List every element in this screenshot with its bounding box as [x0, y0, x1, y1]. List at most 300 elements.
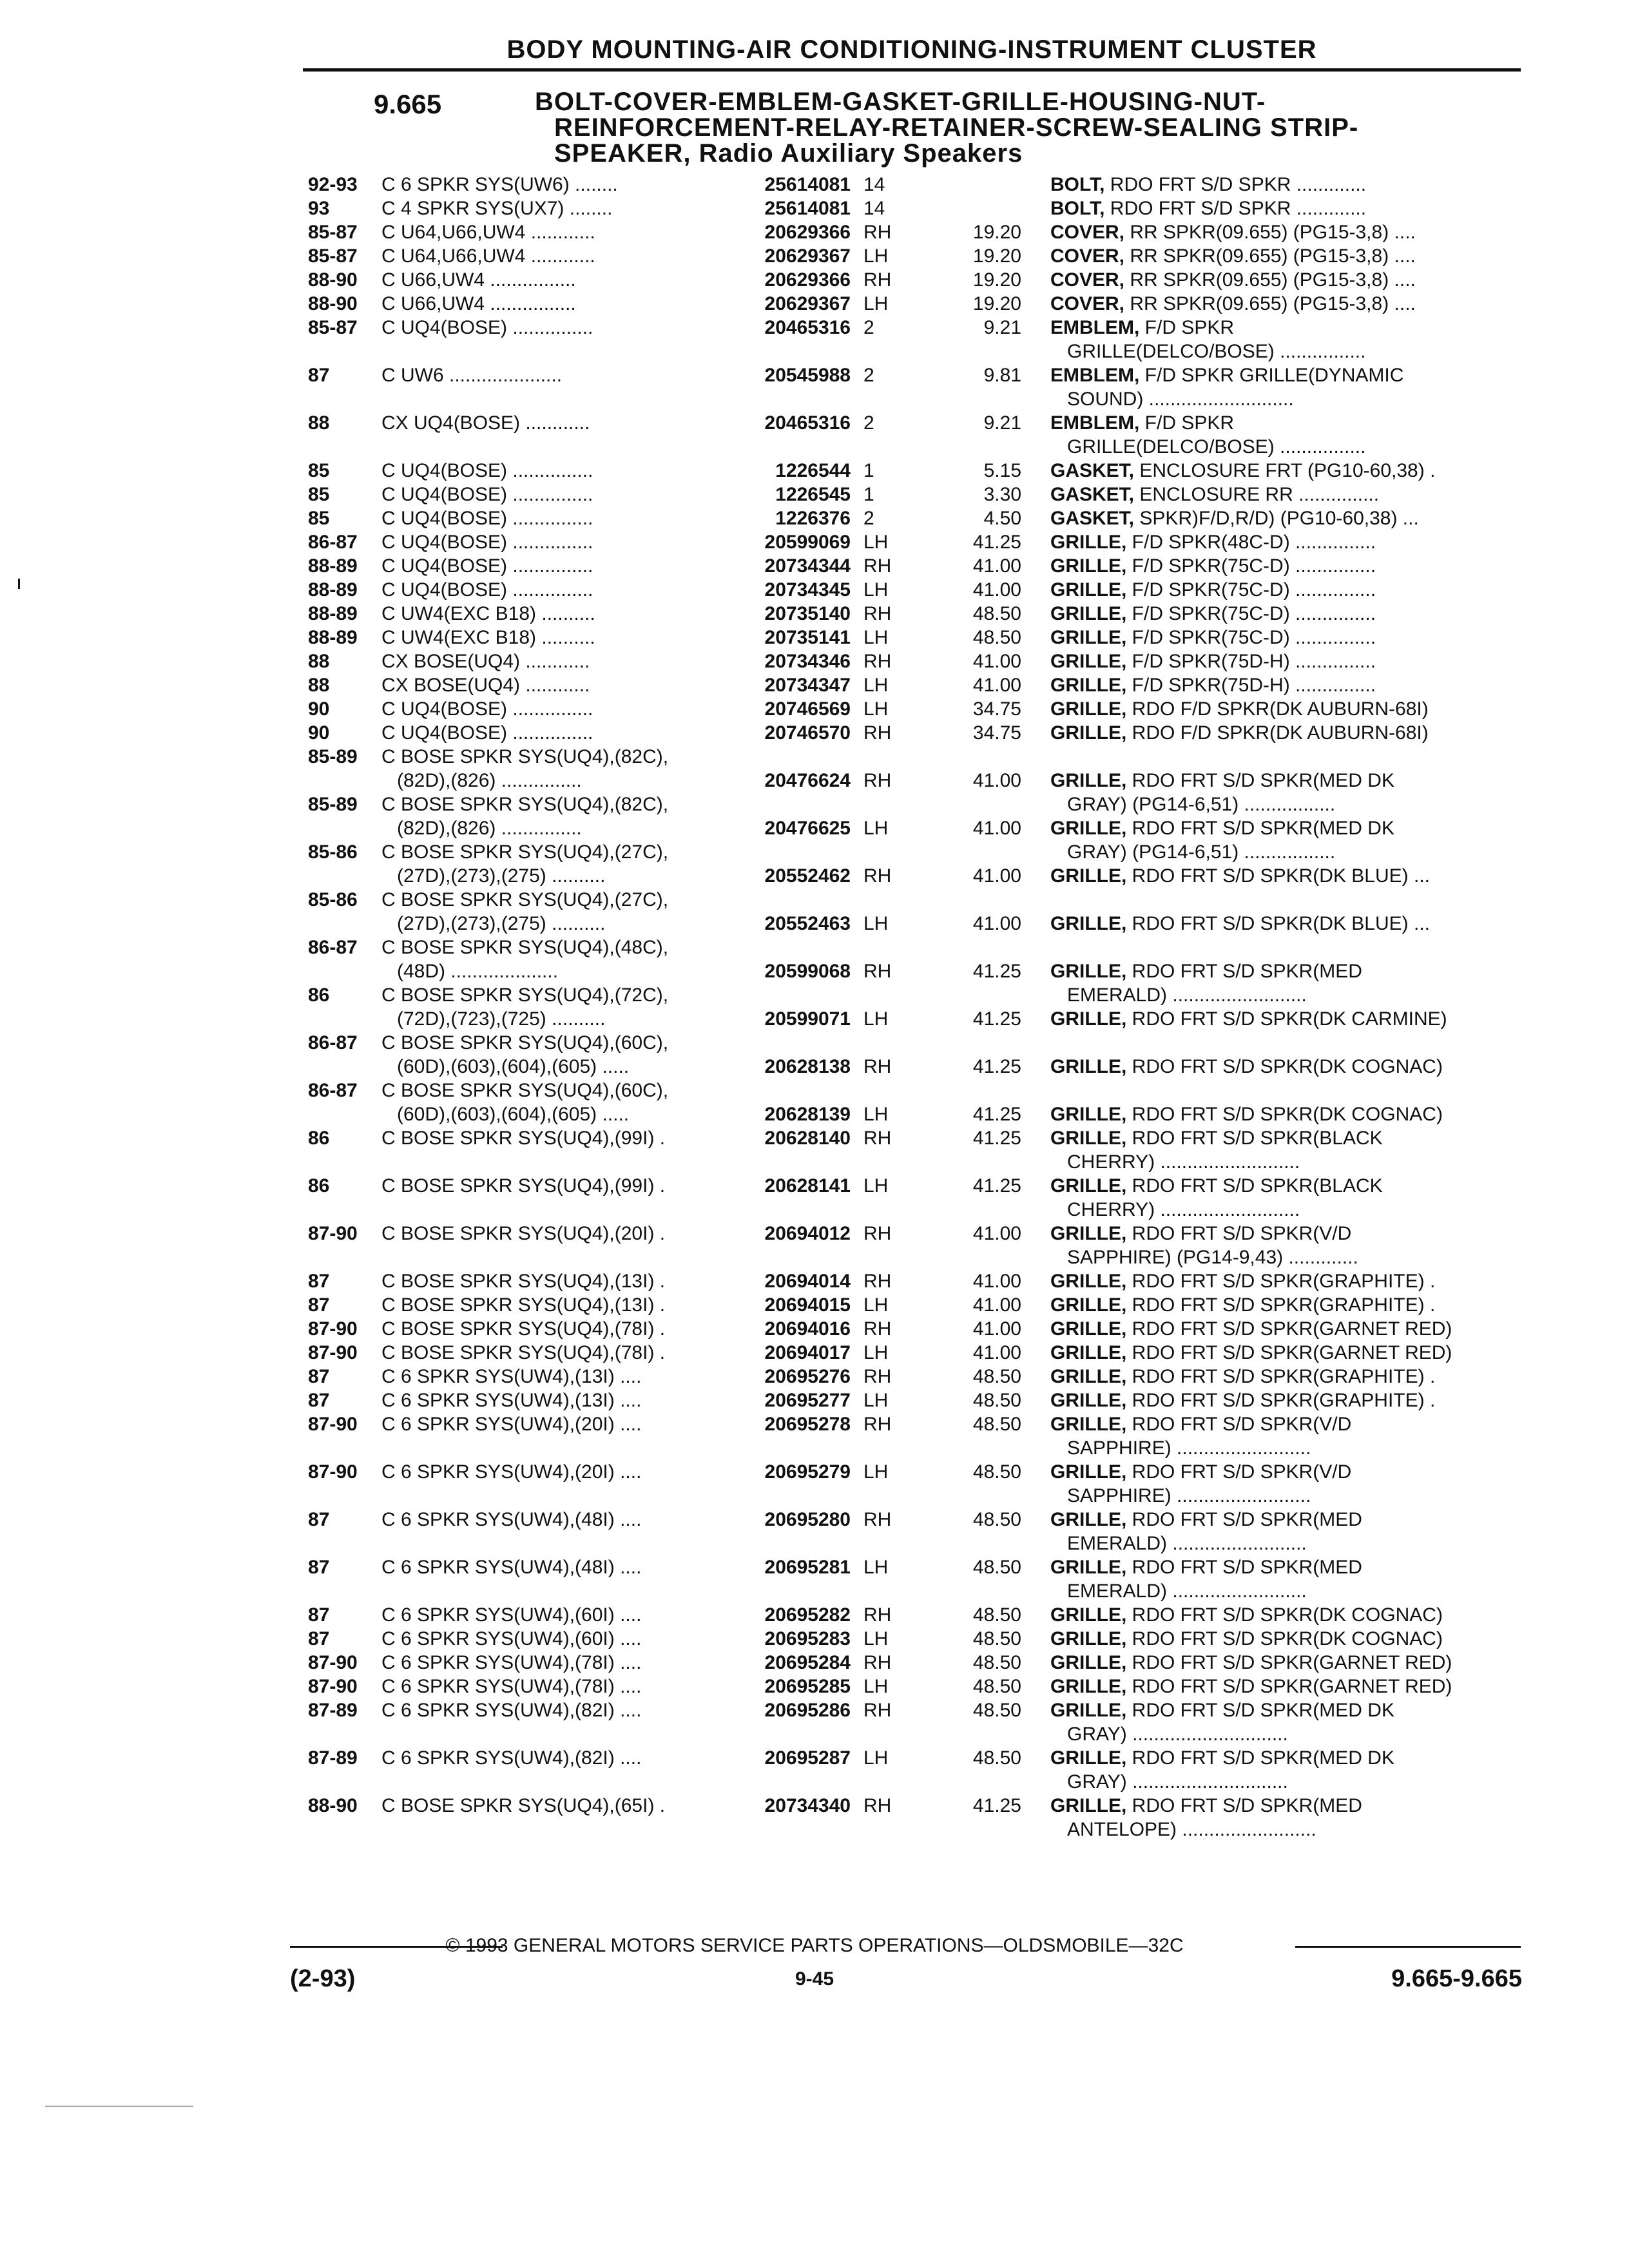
application-line: C U66,UW4 ................ — [381, 269, 576, 291]
description — [1050, 1055, 1508, 1079]
table-row — [0, 1627, 1629, 1651]
part-detail: RDO FRT S/D SPKR(MED DK — [1126, 1747, 1394, 1769]
part-detail: RDO FRT S/D SPKR(DK COGNAC) — [1126, 1056, 1443, 1077]
application-line: C BOSE SPKR SYS(UQ4),(60C), — [381, 1080, 669, 1101]
part-name: EMBLEM, — [1050, 412, 1140, 434]
table-row — [0, 721, 1629, 745]
part-name: BOLT, — [1050, 174, 1105, 195]
part-name: GRILLE, — [1050, 1557, 1127, 1578]
part-name: GRILLE, — [1050, 1008, 1127, 1030]
quantity-or-side: 14 — [863, 198, 885, 219]
description-line — [1050, 1746, 1508, 1770]
description-line — [1050, 483, 1508, 506]
part-name: GASKET, — [1050, 508, 1135, 529]
model-years: 88-90 — [308, 1795, 358, 1816]
footer-section-range: 9.665-9.665 — [1391, 1965, 1522, 1992]
price: 41.00 — [972, 1342, 1021, 1363]
model-years: 87-90 — [308, 1318, 358, 1340]
part-name: GRILLE, — [1050, 603, 1127, 624]
table-row — [0, 483, 1629, 506]
description — [1050, 673, 1508, 697]
application — [381, 554, 723, 578]
application-line: C BOSE SPKR SYS(UQ4),(27C), — [381, 889, 669, 910]
description-line — [1050, 1508, 1508, 1532]
application — [381, 793, 723, 840]
description-line — [1050, 244, 1508, 268]
application-line: C BOSE SPKR SYS(UQ4),(82C), — [381, 794, 669, 815]
price: 41.00 — [972, 1294, 1021, 1316]
application-line: C UQ4(BOSE) ............... — [381, 317, 593, 338]
model-years: 88 — [308, 651, 330, 672]
part-detail: SAPPHIRE) (PG14-9,43) ............. — [1067, 1247, 1358, 1268]
description-line — [1050, 1484, 1508, 1508]
description-line — [1050, 1412, 1508, 1436]
part-name: GRILLE, — [1050, 770, 1127, 791]
table-row — [0, 1746, 1629, 1794]
description — [1050, 864, 1508, 888]
description — [1050, 578, 1508, 602]
price: 48.50 — [972, 1604, 1021, 1626]
quantity-or-side: RH — [863, 651, 892, 672]
part-detail: RDO FRT S/D SPKR ............. — [1104, 198, 1367, 219]
application — [381, 1460, 723, 1484]
price: 19.20 — [972, 269, 1021, 291]
part-name: GRILLE, — [1050, 1056, 1127, 1077]
part-detail: RDO FRT S/D SPKR(DK BLUE) ... — [1126, 913, 1430, 934]
description — [1050, 1698, 1508, 1746]
table-row — [0, 1460, 1629, 1508]
application — [381, 1412, 723, 1436]
table-row — [0, 840, 1629, 888]
quantity-or-side: LH — [863, 1628, 889, 1649]
part-number: 20734345 — [764, 579, 851, 601]
part-detail: SAPPHIRE) ......................... — [1067, 1485, 1311, 1506]
application — [381, 1222, 723, 1245]
application — [381, 673, 723, 697]
table-row — [0, 1293, 1629, 1317]
description — [1050, 483, 1508, 506]
price: 41.25 — [972, 1128, 1021, 1149]
part-name: GRILLE, — [1050, 579, 1127, 601]
application-line: C 6 SPKR SYS(UW4),(78I) .... — [381, 1652, 642, 1673]
price: 9.21 — [983, 317, 1021, 338]
part-detail: RDO FRT S/D SPKR(BLACK — [1126, 1175, 1383, 1196]
table-row — [0, 1269, 1629, 1293]
footer-page-number: 9-45 — [795, 1968, 834, 1990]
description-line — [1050, 411, 1508, 435]
price: 34.75 — [972, 698, 1021, 720]
table-row — [0, 554, 1629, 578]
part-name: COVER, — [1050, 222, 1125, 243]
description-line — [1050, 459, 1508, 483]
part-number: 20695282 — [764, 1604, 851, 1626]
description-line — [1050, 769, 1508, 793]
description-line — [1050, 1603, 1508, 1627]
part-name: GRILLE, — [1050, 675, 1127, 696]
price: 9.81 — [983, 365, 1021, 386]
part-name: GRILLE, — [1050, 1366, 1127, 1387]
application — [381, 1603, 723, 1627]
application — [381, 316, 723, 340]
quantity-or-side: LH — [863, 913, 889, 934]
part-number: 20694014 — [764, 1271, 851, 1292]
model-years: 87 — [308, 1366, 330, 1387]
table-row — [0, 1651, 1629, 1675]
description-line — [1050, 1293, 1508, 1317]
description-line — [1050, 1460, 1508, 1484]
table-row — [0, 411, 1629, 459]
application-line: C 6 SPKR SYS(UW4),(20I) .... — [381, 1461, 642, 1483]
application — [381, 244, 723, 268]
price: 41.00 — [972, 675, 1021, 696]
quantity-or-side: RH — [863, 1366, 892, 1387]
part-detail: GRILLE(DELCO/BOSE) ................ — [1067, 341, 1366, 362]
price: 4.50 — [983, 508, 1021, 529]
model-years: 85-89 — [308, 794, 358, 815]
description-line — [1050, 1436, 1508, 1460]
application-line: C UQ4(BOSE) ............... — [381, 508, 593, 529]
description-line — [1050, 673, 1508, 697]
quantity-or-side: RH — [863, 603, 892, 624]
model-years: 86 — [308, 985, 330, 1006]
application — [381, 363, 723, 387]
footer-copyright: © 1993 GENERAL MOTORS SERVICE PARTS OPERATIONS—OLDSMOBILE—32C — [445, 1935, 1184, 1956]
price: 41.00 — [972, 913, 1021, 934]
application — [381, 459, 723, 483]
model-years: 87 — [308, 1628, 330, 1649]
part-number: 20545988 — [764, 365, 851, 386]
part-detail: RDO FRT S/D SPKR(BLACK — [1126, 1128, 1383, 1149]
part-detail: RDO FRT S/D SPKR(GARNET RED) — [1126, 1318, 1452, 1340]
part-detail: RDO FRT S/D SPKR(GARNET RED) — [1126, 1342, 1452, 1363]
table-row — [0, 1794, 1629, 1841]
part-detail: RDO FRT S/D SPKR(V/D — [1126, 1461, 1352, 1483]
quantity-or-side: 2 — [863, 365, 874, 386]
part-name: GRILLE, — [1050, 913, 1127, 934]
description — [1050, 1174, 1508, 1222]
table-row — [0, 1603, 1629, 1627]
description — [1050, 1675, 1508, 1698]
table-row — [0, 1508, 1629, 1555]
price: 34.75 — [972, 722, 1021, 744]
part-number: 20695279 — [764, 1461, 851, 1483]
model-years: 88-89 — [308, 627, 358, 648]
model-years: 88-89 — [308, 603, 358, 624]
application-line: CX UQ4(BOSE) ............ — [381, 412, 590, 434]
part-detail: F/D SPKR — [1139, 317, 1235, 338]
application — [381, 1269, 723, 1293]
description — [1050, 1627, 1508, 1651]
part-name: BOLT, — [1050, 198, 1105, 219]
model-years: 87-90 — [308, 1414, 358, 1435]
description — [1050, 721, 1508, 745]
application — [381, 1508, 723, 1532]
model-years: 86-87 — [308, 532, 358, 553]
part-number: 20695280 — [764, 1509, 851, 1530]
description-line — [1050, 1365, 1508, 1389]
part-detail: RR SPKR(09.655) (PG15-3,8) .... — [1124, 222, 1416, 243]
part-name: GRILLE, — [1050, 1128, 1127, 1149]
table-row — [0, 745, 1629, 815]
application-line: C BOSE SPKR SYS(UQ4),(99I) . — [381, 1175, 666, 1196]
table-row — [0, 1222, 1629, 1269]
description — [1050, 411, 1508, 459]
quantity-or-side: LH — [863, 1747, 889, 1769]
part-name: GRILLE, — [1050, 818, 1127, 839]
description — [1050, 1007, 1508, 1031]
table-row — [0, 1698, 1629, 1746]
section-title-line-1: BOLT-COVER-EMBLEM-GASKET-GRILLE-HOUSING-NUT- — [535, 88, 1266, 116]
application-line: C 6 SPKR SYS(UW4),(13I) .... — [381, 1390, 642, 1411]
part-detail: RDO FRT S/D SPKR(MED — [1126, 1509, 1362, 1530]
part-detail: EMERALD) ......................... — [1067, 1581, 1307, 1602]
quantity-or-side: RH — [863, 1509, 892, 1530]
application-line: C UW4(EXC B18) .......... — [381, 603, 595, 624]
part-name: GRILLE, — [1050, 1628, 1127, 1649]
part-detail: ANTELOPE) ......................... — [1067, 1819, 1316, 1840]
part-name: GRILLE, — [1050, 1271, 1127, 1292]
description — [1050, 316, 1508, 363]
application — [381, 292, 723, 316]
table-row — [0, 363, 1629, 411]
part-number: 20628139 — [764, 1104, 851, 1125]
part-name: GRILLE, — [1050, 1652, 1127, 1673]
price: 48.50 — [972, 1676, 1021, 1697]
model-years: 86 — [308, 1175, 330, 1196]
quantity-or-side: LH — [863, 1342, 889, 1363]
model-years: 90 — [308, 722, 330, 744]
price: 9.21 — [983, 412, 1021, 434]
part-number: 25614081 — [764, 174, 851, 195]
table-row — [0, 1079, 1629, 1126]
part-number: 20695284 — [764, 1652, 851, 1673]
description — [1050, 912, 1508, 936]
description-line — [1050, 1532, 1508, 1555]
part-name: GRILLE, — [1050, 532, 1127, 553]
price: 48.50 — [972, 1461, 1021, 1483]
table-row — [0, 697, 1629, 721]
description — [1050, 649, 1508, 673]
description — [1050, 1389, 1508, 1412]
application-line: C U66,UW4 ................ — [381, 293, 576, 314]
part-name: GRILLE, — [1050, 555, 1127, 577]
part-detail: RDO FRT S/D SPKR(GRAPHITE) . — [1126, 1294, 1436, 1316]
description — [1050, 1365, 1508, 1389]
price: 41.25 — [972, 1175, 1021, 1196]
table-row — [0, 602, 1629, 626]
model-years: 87 — [308, 1604, 330, 1626]
description — [1050, 1126, 1508, 1174]
table-row — [0, 1365, 1629, 1389]
part-name: GRILLE, — [1050, 1747, 1127, 1769]
table-row — [0, 197, 1629, 220]
application-line: C UQ4(BOSE) ............... — [381, 532, 593, 553]
model-years: 87-90 — [308, 1461, 358, 1483]
table-row — [0, 1174, 1629, 1222]
application-line: C UQ4(BOSE) ............... — [381, 579, 593, 601]
application — [381, 888, 723, 936]
part-detail: GRAY) (PG14-6,51) ................. — [1067, 794, 1336, 815]
part-detail: RDO FRT S/D SPKR ............. — [1104, 174, 1367, 195]
price: 41.25 — [972, 532, 1021, 553]
application-line: C BOSE SPKR SYS(UQ4),(65I) . — [381, 1795, 666, 1816]
description-line — [1050, 816, 1508, 840]
price: 48.50 — [972, 1747, 1021, 1769]
model-years: 92-93 — [308, 174, 358, 195]
part-number: 20695281 — [764, 1557, 851, 1578]
application — [381, 1627, 723, 1651]
part-detail: SPKR)F/D,R/D) (PG10-60,38) ... — [1134, 508, 1419, 529]
quantity-or-side: RH — [863, 1271, 892, 1292]
description-line — [1050, 554, 1508, 578]
price: 48.50 — [972, 603, 1021, 624]
description-line — [1050, 1269, 1508, 1293]
price: 41.25 — [972, 1104, 1021, 1125]
quantity-or-side: 1 — [863, 460, 874, 481]
part-number: 20694015 — [764, 1294, 851, 1316]
quantity-or-side: LH — [863, 1175, 889, 1196]
part-detail: SOUND) ........................... — [1067, 389, 1294, 410]
application-line: (82D),(826) ............... — [397, 818, 582, 839]
description-line — [1050, 363, 1508, 387]
description-line — [1050, 721, 1508, 745]
part-name: COVER, — [1050, 269, 1125, 291]
model-years: 87-90 — [308, 1652, 358, 1673]
price: 41.00 — [972, 865, 1021, 887]
page-header-title: BODY MOUNTING-AIR CONDITIONING-INSTRUMENT CLUSTER — [506, 35, 1317, 64]
part-detail: RDO FRT S/D SPKR(GRAPHITE) . — [1126, 1366, 1436, 1387]
part-detail: F/D SPKR(75C-D) ............... — [1126, 603, 1376, 624]
part-detail: F/D SPKR GRILLE(DYNAMIC — [1139, 365, 1404, 386]
price: 48.50 — [972, 1700, 1021, 1721]
application — [381, 983, 723, 1031]
table-row — [0, 316, 1629, 363]
quantity-or-side: RH — [863, 722, 892, 744]
description-line — [1050, 578, 1508, 602]
part-detail: RDO FRT S/D SPKR(GARNET RED) — [1126, 1652, 1452, 1673]
part-number: 20734346 — [764, 651, 851, 672]
quantity-or-side: RH — [863, 1795, 892, 1816]
application — [381, 1174, 723, 1198]
model-years: 86-87 — [308, 1080, 358, 1101]
part-number: 20552463 — [764, 913, 851, 934]
description — [1050, 626, 1508, 649]
description-line — [1050, 912, 1508, 936]
parts-list — [0, 173, 1629, 1841]
part-number: 20695287 — [764, 1747, 851, 1769]
part-number: 20476624 — [764, 770, 851, 791]
model-years: 88 — [308, 675, 330, 696]
part-number: 25614081 — [764, 198, 851, 219]
description-line — [1050, 1245, 1508, 1269]
part-name: GASKET, — [1050, 460, 1135, 481]
part-number: 20695278 — [764, 1414, 851, 1435]
application — [381, 936, 723, 983]
part-detail: ENCLOSURE FRT (PG10-60,38) . — [1134, 460, 1436, 481]
table-row — [0, 1389, 1629, 1412]
table-row — [0, 530, 1629, 554]
quantity-or-side: 14 — [863, 174, 885, 195]
quantity-or-side: LH — [863, 627, 889, 648]
table-row — [0, 268, 1629, 292]
quantity-or-side: RH — [863, 1604, 892, 1626]
description — [1050, 292, 1508, 316]
table-row — [0, 173, 1629, 197]
description-line — [1050, 530, 1508, 554]
table-row — [0, 244, 1629, 268]
application-line: (48D) .................... — [397, 961, 559, 982]
description-line — [1050, 173, 1508, 197]
description — [1050, 197, 1508, 220]
part-number: 20628141 — [764, 1175, 851, 1196]
quantity-or-side: RH — [863, 1414, 892, 1435]
table-row — [0, 888, 1629, 936]
application — [381, 578, 723, 602]
model-years: 87 — [308, 1509, 330, 1530]
part-detail: RDO FRT S/D SPKR(GARNET RED) — [1126, 1676, 1452, 1697]
table-row — [0, 1031, 1629, 1079]
application — [381, 1031, 723, 1079]
price: 41.00 — [972, 818, 1021, 839]
application-line: C BOSE SPKR SYS(UQ4),(72C), — [381, 985, 669, 1006]
part-name: COVER, — [1050, 245, 1125, 267]
application — [381, 1746, 723, 1770]
application-line: C 6 SPKR SYS(UW4),(20I) .... — [381, 1414, 642, 1435]
part-name: GRILLE, — [1050, 698, 1127, 720]
model-years: 85-86 — [308, 841, 358, 863]
application — [381, 268, 723, 292]
part-name: GRILLE, — [1050, 1175, 1127, 1196]
application — [381, 220, 723, 244]
part-name: GRILLE, — [1050, 651, 1127, 672]
application-line: CX BOSE(UQ4) ............ — [381, 675, 590, 696]
part-number: 1226376 — [775, 508, 851, 529]
part-name: GRILLE, — [1050, 1461, 1127, 1483]
description-line — [1050, 697, 1508, 721]
application — [381, 697, 723, 721]
part-number: 1226544 — [775, 460, 851, 481]
part-detail: F/D SPKR(75C-D) ............... — [1126, 627, 1376, 648]
section-title-line-3: SPEAKER, Radio Auxiliary Speakers — [554, 139, 1023, 168]
price: 41.00 — [972, 1223, 1021, 1244]
quantity-or-side: LH — [863, 532, 889, 553]
price: 41.00 — [972, 579, 1021, 601]
application-line: C BOSE SPKR SYS(UQ4),(82C), — [381, 746, 669, 767]
part-number: 20735140 — [764, 603, 851, 624]
part-detail: GRILLE(DELCO/BOSE) ................ — [1067, 436, 1366, 457]
description-line — [1050, 864, 1508, 888]
table-row — [0, 578, 1629, 602]
part-detail: RR SPKR(09.655) (PG15-3,8) .... — [1124, 269, 1416, 291]
part-name: GRILLE, — [1050, 1223, 1127, 1244]
model-years: 86 — [308, 1128, 330, 1149]
description-line — [1050, 649, 1508, 673]
description-line — [1050, 1174, 1508, 1198]
application-line: C UQ4(BOSE) ............... — [381, 555, 593, 577]
part-name: GRILLE, — [1050, 1414, 1127, 1435]
description — [1050, 602, 1508, 626]
part-number: 20465316 — [764, 412, 851, 434]
part-detail: CHERRY) .......................... — [1067, 1151, 1300, 1173]
application-line: C U64,U66,UW4 ............ — [381, 245, 595, 267]
quantity-or-side: LH — [863, 1676, 889, 1697]
price: 48.50 — [972, 1652, 1021, 1673]
part-detail: RDO FRT S/D SPKR(GRAPHITE) . — [1126, 1271, 1436, 1292]
model-years: 87-89 — [308, 1747, 358, 1769]
application-line: C BOSE SPKR SYS(UQ4),(13I) . — [381, 1271, 666, 1292]
table-row — [0, 649, 1629, 673]
model-years: 87 — [308, 1271, 330, 1292]
